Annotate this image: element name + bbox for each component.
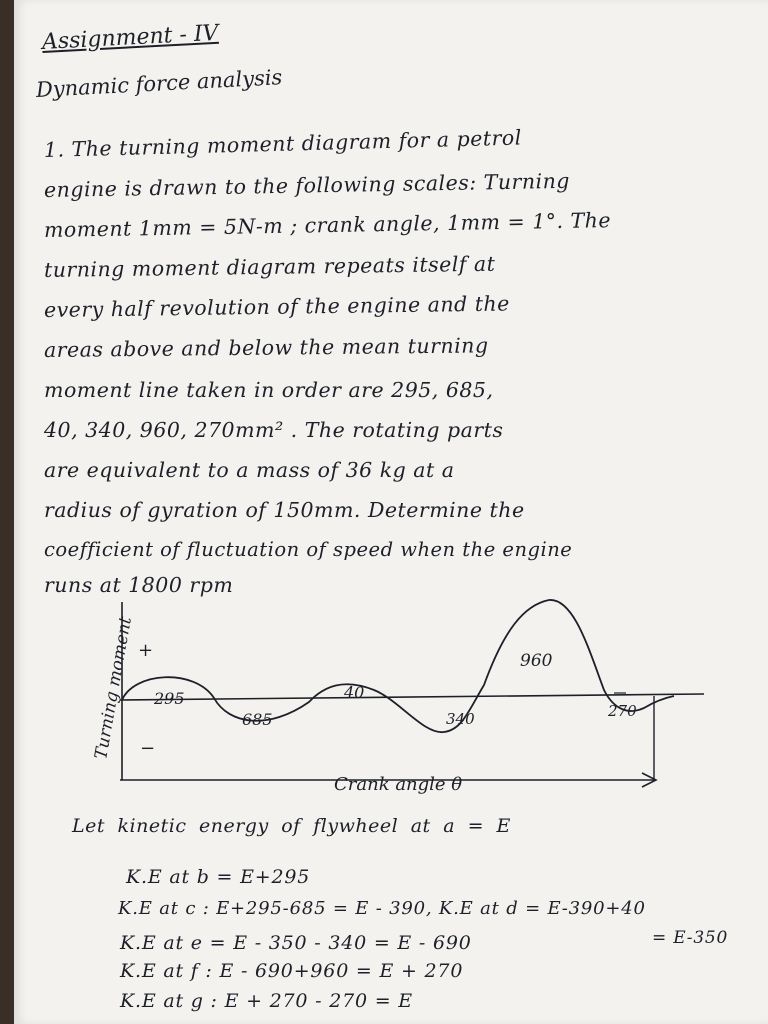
problem-line-1: 1. The turning moment diagram for a petrol <box>43 125 523 162</box>
mean-torque-line <box>120 694 704 700</box>
problem-line-6: areas above and below the mean turning <box>43 333 489 362</box>
problem-line-10: radius of gyration of 150mm. Determine the <box>44 498 525 522</box>
assignment-title: Assignment - IV <box>41 20 220 55</box>
solution-line-6: K.E at g : E + 270 - 270 = E <box>120 990 413 1012</box>
problem-line-4: turning moment diagram repeats itself at <box>43 251 496 282</box>
area-label-685: 685 <box>242 710 273 729</box>
area-label-340: 340 <box>446 710 475 728</box>
minus-sign: − <box>140 738 156 759</box>
solution-line-4: K.E at e = E - 350 - 340 = E - 690 <box>120 932 472 954</box>
area-label-270: 270 <box>608 702 637 720</box>
solution-line-2: K.E at c : E+295-685 = E - 390, K.E at d = E-390+40 <box>118 898 646 919</box>
x-axis-label: Crank angle θ <box>334 774 463 795</box>
problem-line-12: runs at 1800 rpm <box>44 573 234 597</box>
area-label-40: 40 <box>344 683 365 702</box>
problem-line-2: engine is drawn to the following scales: Turning <box>43 168 571 202</box>
y-axis-label: Turning moment <box>91 615 136 761</box>
problem-line-11: coefficient of fluctuation of speed when the engine <box>44 538 573 561</box>
problem-line-5: every half revolution of the engine and the <box>43 291 510 322</box>
subject-title: Dynamic force analysis <box>35 65 283 102</box>
plus-sign: + <box>138 640 154 661</box>
area-label-295: 295 <box>154 689 185 708</box>
area-label-960: 960 <box>520 651 553 671</box>
solution-intro: Let kinetic energy of flywheel at a = E <box>72 815 511 837</box>
turning-moment-diagram <box>14 590 768 815</box>
solution-line-5: K.E at f : E - 690+960 = E + 270 <box>120 960 464 982</box>
solution-line-3: = E-350 <box>652 928 729 948</box>
solution-line-1: K.E at b = E+295 <box>126 866 311 888</box>
problem-line-3: moment 1mm = 5N-m ; crank angle, 1mm = 1°. The <box>43 208 612 242</box>
notebook-page <box>14 0 768 1024</box>
problem-line-7: moment line taken in order are 295, 685, <box>44 378 494 402</box>
torque-curve <box>122 600 674 732</box>
problem-line-8: 40, 340, 960, 270mm² . The rotating parts <box>44 418 504 442</box>
problem-line-9: are equivalent to a mass of 36 kg at a <box>44 458 455 482</box>
